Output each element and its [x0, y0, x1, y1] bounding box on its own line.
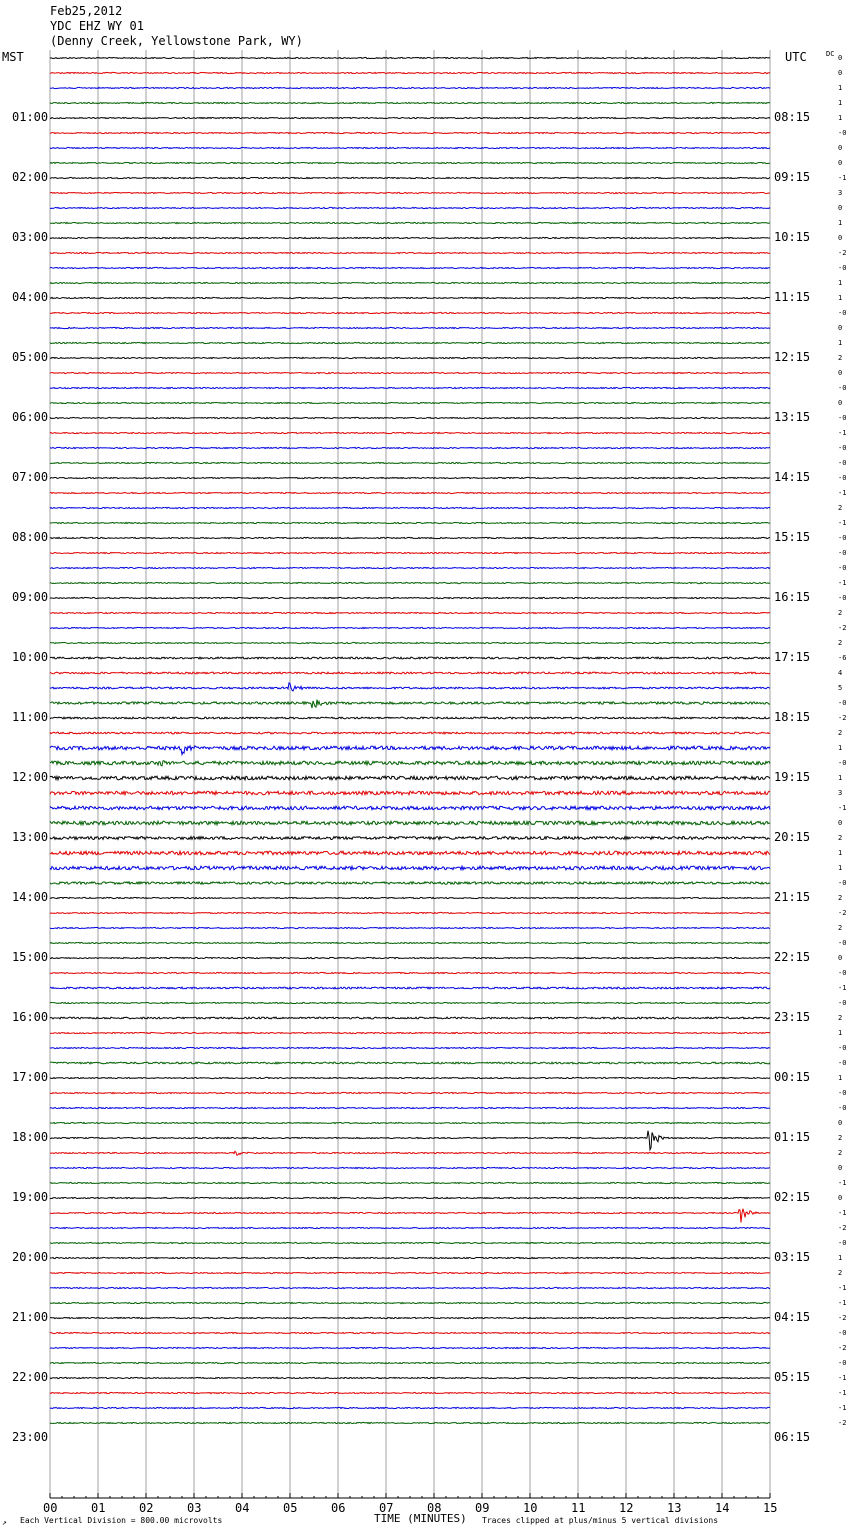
mst-hour-label: 12:00 — [12, 770, 49, 784]
dc-offset-label: -2 — [838, 909, 847, 917]
dc-offset-label: 0 — [838, 1164, 843, 1172]
dc-offset-label: 1 — [838, 294, 843, 302]
x-tick-label: 12 — [619, 1501, 634, 1515]
trace-line — [50, 282, 770, 283]
dc-offset-label: -1 — [838, 519, 847, 527]
trace-line — [50, 72, 770, 73]
utc-hour-label: 23:15 — [774, 1010, 811, 1024]
trace-line — [50, 432, 770, 433]
trace-line — [50, 147, 770, 148]
mst-hour-label: 01:00 — [12, 110, 49, 124]
trace-line — [50, 222, 770, 223]
utc-hour-label: 04:15 — [774, 1310, 811, 1324]
trace-line — [50, 117, 770, 118]
dc-offset-label: -0 — [838, 1089, 847, 1097]
dc-offset-label: -2 — [838, 714, 847, 722]
dc-offset-label: 1 — [838, 99, 843, 107]
trace-line — [50, 327, 770, 328]
trace-line — [50, 1092, 770, 1093]
trace-line — [50, 387, 770, 388]
dc-offset-label: 0 — [838, 144, 843, 152]
dc-offset-label: 0 — [838, 1119, 843, 1127]
trace-line — [50, 627, 770, 628]
trace-line — [50, 717, 770, 719]
trace-line — [50, 746, 770, 755]
dc-offset-label: -2 — [838, 1314, 847, 1322]
mst-hour-label: 03:00 — [12, 230, 49, 244]
x-tick-label: 00 — [43, 1501, 58, 1515]
utc-hour-label: 09:15 — [774, 170, 811, 184]
dc-offset-label: 0 — [838, 1194, 843, 1202]
dc-offset-label: 3 — [838, 189, 843, 197]
trace-line — [50, 102, 770, 103]
utc-hour-label: 08:15 — [774, 110, 811, 124]
dc-offset-label: -0 — [838, 384, 847, 392]
trace-line — [50, 1122, 770, 1123]
dc-offset-label: 2 — [838, 504, 843, 512]
dc-offset-label: -0 — [838, 459, 847, 467]
header-date: Feb25,2012 — [50, 4, 123, 18]
trace-line — [50, 357, 770, 358]
dc-offset-label: 2 — [838, 894, 843, 902]
trace-line — [50, 897, 770, 898]
dc-offset-label: -0 — [838, 1239, 847, 1247]
trace-line — [50, 672, 770, 674]
trace-line — [50, 267, 770, 268]
trace-line — [50, 1017, 770, 1019]
mst-hour-label: 04:00 — [12, 290, 49, 304]
dc-offset-label: 0 — [838, 234, 843, 242]
dc-offset-label: 0 — [838, 819, 843, 827]
left-zone-label: MST — [2, 50, 24, 64]
dc-offset-label: 0 — [838, 954, 843, 962]
utc-hour-label: 02:15 — [774, 1190, 811, 1204]
x-tick-label: 05 — [283, 1501, 298, 1515]
dc-offset-label: -2 — [838, 624, 847, 632]
x-tick-label: 02 — [139, 1501, 154, 1515]
dc-offset-label: 1 — [838, 279, 843, 287]
trace-line — [50, 447, 770, 448]
trace-line — [50, 1242, 770, 1243]
dc-offset-label: 3 — [838, 789, 843, 797]
utc-hour-label: 18:15 — [774, 710, 811, 724]
mst-hour-label: 10:00 — [12, 650, 49, 664]
trace-line — [50, 597, 770, 598]
dc-offset-label: -0 — [838, 1359, 847, 1367]
x-tick-label: 13 — [667, 1501, 682, 1515]
dc-offset-label: 0 — [838, 204, 843, 212]
trace-line — [50, 462, 770, 463]
dc-offset-label: -1 — [838, 1299, 847, 1307]
utc-hour-label: 14:15 — [774, 470, 811, 484]
dc-offset-label: -0 — [838, 549, 847, 557]
trace-line — [50, 522, 770, 523]
utc-hour-label: 11:15 — [774, 290, 811, 304]
x-axis-title: TIME (MINUTES) — [374, 1512, 467, 1525]
trace-line — [50, 912, 770, 913]
dc-offset-label: -0 — [838, 699, 847, 707]
trace-line — [50, 1077, 770, 1078]
trace-line — [50, 297, 770, 298]
dc-offset-label: 1 — [838, 114, 843, 122]
dc-offset-label: -0 — [838, 1059, 847, 1067]
dc-offset-label: -0 — [838, 414, 847, 422]
mst-hour-label: 14:00 — [12, 890, 49, 904]
x-tick-label: 10 — [523, 1501, 538, 1515]
trace-line — [50, 942, 770, 943]
dc-offset-label: -1 — [838, 984, 847, 992]
dc-offset-label: 1 — [838, 744, 843, 752]
trace-line — [50, 477, 770, 478]
mst-hour-label: 21:00 — [12, 1310, 49, 1324]
dc-offset-label: -1 — [838, 1389, 847, 1397]
dc-offset-label: -0 — [838, 564, 847, 572]
trace-line — [50, 837, 770, 840]
x-tick-label: 09 — [475, 1501, 490, 1515]
trace-line — [50, 342, 770, 343]
utc-hour-label: 21:15 — [774, 890, 811, 904]
mst-hour-label: 02:00 — [12, 170, 49, 184]
trace-line — [50, 372, 770, 373]
dc-offset-label: 0 — [838, 159, 843, 167]
dc-offset-label: -0 — [838, 309, 847, 317]
trace-line — [50, 927, 770, 928]
trace-line — [50, 57, 770, 58]
clip-note: Traces clipped at plus/minus 5 vertical divisions — [482, 1516, 719, 1525]
dc-offset-label: -0 — [838, 939, 847, 947]
trace-line — [50, 207, 770, 208]
trace-line — [50, 567, 770, 568]
trace-line — [50, 237, 770, 238]
mst-hour-label: 15:00 — [12, 950, 49, 964]
x-tick-label: 14 — [715, 1501, 730, 1515]
dc-offset-label: 2 — [838, 729, 843, 737]
utc-hour-label: 13:15 — [774, 410, 811, 424]
dc-offset-label: -0 — [838, 999, 847, 1007]
utc-hour-label: 01:15 — [774, 1130, 811, 1144]
dc-offset-label: 0 — [838, 69, 843, 77]
trace-line — [50, 1377, 770, 1378]
dc-offset-label: -0 — [838, 444, 847, 452]
dc-offset-label: -0 — [838, 759, 847, 767]
trace-line — [50, 1287, 770, 1288]
trace-line — [50, 1032, 770, 1033]
trace-line — [50, 1062, 770, 1064]
dc-offset-label: 2 — [838, 1014, 843, 1022]
mst-hour-label: 07:00 — [12, 470, 49, 484]
header-station: YDC EHZ WY 01 — [50, 19, 144, 33]
x-tick-label: 03 — [187, 1501, 202, 1515]
trace-line — [50, 1422, 770, 1423]
scale-note: Each Vertical Division = 800.00 microvolts — [20, 1516, 223, 1525]
utc-hour-label: 00:15 — [774, 1070, 811, 1084]
utc-hour-label: 15:15 — [774, 530, 811, 544]
trace-line — [50, 657, 770, 659]
trace-line — [50, 1257, 770, 1258]
dc-offset-label: -0 — [838, 969, 847, 977]
trace-line — [50, 1209, 770, 1223]
dc-offset-label: -1 — [838, 1374, 847, 1382]
trace-line — [50, 1362, 770, 1363]
x-tick-label: 11 — [571, 1501, 586, 1515]
trace-line — [50, 252, 770, 253]
trace-line — [50, 492, 770, 493]
dc-offset-label: 5 — [838, 684, 843, 692]
trace-line — [50, 732, 770, 734]
dc-offset-label: 1 — [838, 219, 843, 227]
mst-hour-label: 06:00 — [12, 410, 49, 424]
trace-line — [50, 582, 770, 583]
dc-offset-label: 2 — [838, 834, 843, 842]
dc-offset-label: -0 — [838, 1044, 847, 1052]
dc-offset-label: 1 — [838, 1074, 843, 1082]
dc-offset-label: -0 — [838, 129, 847, 137]
trace-line — [50, 1347, 770, 1348]
trace-line — [50, 972, 770, 973]
trace-line — [50, 1407, 770, 1408]
trace-line — [50, 1167, 770, 1168]
dc-offset-label: 1 — [838, 849, 843, 857]
trace-line — [50, 507, 770, 508]
trace-line — [50, 1151, 770, 1155]
dc-offset-label: -2 — [838, 249, 847, 257]
trace-line — [50, 791, 770, 795]
dc-offset-label: -0 — [838, 534, 847, 542]
trace-line — [50, 192, 770, 193]
trace-line — [50, 1227, 770, 1228]
x-tick-label: 06 — [331, 1501, 346, 1515]
trace-line — [50, 1317, 770, 1318]
trace-line — [50, 1272, 770, 1273]
trace-line — [50, 612, 770, 613]
trace-line — [50, 1002, 770, 1003]
right-zone-label: UTC — [785, 50, 807, 64]
dc-label: DC — [826, 50, 835, 58]
trace-line — [50, 1182, 770, 1183]
dc-offset-label: 0 — [838, 369, 843, 377]
trace-line — [50, 132, 770, 133]
dc-offset-label: -1 — [838, 1179, 847, 1187]
trace-line — [50, 552, 770, 553]
trace-line — [50, 1392, 770, 1393]
utc-hour-label: 10:15 — [774, 230, 811, 244]
x-tick-label: 15 — [763, 1501, 778, 1515]
dc-offset-label: 2 — [838, 639, 843, 647]
dc-offset-label: 1 — [838, 1254, 843, 1262]
trace-line — [50, 1107, 770, 1108]
dc-offset-label: -1 — [838, 579, 847, 587]
trace-line — [50, 417, 770, 418]
dc-offset-label: -6 — [838, 654, 847, 662]
axis-icon: ↗ — [2, 1518, 7, 1527]
dc-offset-label: -1 — [838, 1284, 847, 1292]
trace-line — [50, 1332, 770, 1333]
x-tick-label: 04 — [235, 1501, 250, 1515]
dc-offset-label: -2 — [838, 1224, 847, 1232]
utc-hour-label: 12:15 — [774, 350, 811, 364]
dc-offset-label: -2 — [838, 1419, 847, 1427]
dc-offset-label: -1 — [838, 1404, 847, 1412]
x-tick-label: 01 — [91, 1501, 106, 1515]
dc-offset-label: 2 — [838, 924, 843, 932]
utc-hour-label: 19:15 — [774, 770, 811, 784]
utc-hour-label: 17:15 — [774, 650, 811, 664]
mst-hour-label: 22:00 — [12, 1370, 49, 1384]
dc-offset-label: 1 — [838, 864, 843, 872]
dc-offset-label: -1 — [838, 804, 847, 812]
utc-hour-label: 16:15 — [774, 590, 811, 604]
dc-offset-label: -1 — [838, 174, 847, 182]
dc-offset-label: 1 — [838, 1029, 843, 1037]
mst-hour-label: 18:00 — [12, 1130, 49, 1144]
trace-line — [50, 851, 770, 855]
trace-line — [50, 1131, 770, 1150]
dc-offset-label: 0 — [838, 324, 843, 332]
x-tick-label: 07 — [379, 1501, 394, 1515]
trace-line — [50, 776, 770, 780]
mst-hour-label: 23:00 — [12, 1430, 49, 1444]
mst-hour-label: 09:00 — [12, 590, 49, 604]
trace-line — [50, 87, 770, 88]
header-location: (Denny Creek, Yellowstone Park, WY) — [50, 34, 303, 48]
trace-line — [50, 1197, 770, 1198]
utc-hour-label: 06:15 — [774, 1430, 811, 1444]
trace-line — [50, 761, 770, 766]
dc-offset-label: -0 — [838, 474, 847, 482]
dc-offset-label: 4 — [838, 669, 843, 677]
mst-hour-label: 16:00 — [12, 1010, 49, 1024]
mst-hour-label: 17:00 — [12, 1070, 49, 1084]
mst-hour-label: 11:00 — [12, 710, 49, 724]
mst-hour-label: 05:00 — [12, 350, 49, 364]
x-axis — [50, 1493, 770, 1498]
dc-offset-label: -0 — [838, 594, 847, 602]
dc-offset-label: 1 — [838, 84, 843, 92]
mst-hour-label: 20:00 — [12, 1250, 49, 1264]
mst-hour-label: 19:00 — [12, 1190, 49, 1204]
trace-line — [50, 806, 770, 810]
dc-offset-label: -2 — [838, 1344, 847, 1352]
trace-line — [50, 700, 770, 708]
utc-hour-label: 03:15 — [774, 1250, 811, 1264]
x-tick-label: 08 — [427, 1501, 442, 1515]
trace-line — [50, 1047, 770, 1048]
trace-line — [50, 866, 770, 870]
dc-offset-label: -0 — [838, 264, 847, 272]
trace-line — [50, 882, 770, 884]
utc-hour-label: 05:15 — [774, 1370, 811, 1384]
dc-offset-label: -0 — [838, 879, 847, 887]
trace-line — [50, 987, 770, 989]
trace-line — [50, 537, 770, 538]
dc-offset-label: -1 — [838, 1209, 847, 1217]
mst-hour-label: 08:00 — [12, 530, 49, 544]
trace-line — [50, 642, 770, 643]
dc-offset-label: -1 — [838, 429, 847, 437]
dc-offset-label: 2 — [838, 1269, 843, 1277]
trace-line — [50, 683, 770, 691]
dc-offset-label: 2 — [838, 354, 843, 362]
trace-line — [50, 177, 770, 178]
utc-hour-label: 22:15 — [774, 950, 811, 964]
minute-grid — [50, 50, 770, 1498]
dc-offset-label: 0 — [838, 54, 843, 62]
utc-hour-label: 20:15 — [774, 830, 811, 844]
dc-offset-label: -1 — [838, 489, 847, 497]
trace-line — [50, 1302, 770, 1303]
trace-line — [50, 162, 770, 163]
dc-offset-label: 1 — [838, 774, 843, 782]
trace-group — [50, 57, 770, 1423]
dc-offset-label: 0 — [838, 399, 843, 407]
dc-offset-label: 2 — [838, 1134, 843, 1142]
dc-offset-label: 2 — [838, 1149, 843, 1157]
dc-offset-label: -0 — [838, 1104, 847, 1112]
trace-line — [50, 312, 770, 313]
trace-line — [50, 821, 770, 825]
trace-line — [50, 957, 770, 958]
dc-offset-label: 2 — [838, 609, 843, 617]
trace-line — [50, 402, 770, 403]
mst-hour-label: 13:00 — [12, 830, 49, 844]
dc-offset-label: 1 — [838, 339, 843, 347]
dc-offset-label: -0 — [838, 1329, 847, 1337]
